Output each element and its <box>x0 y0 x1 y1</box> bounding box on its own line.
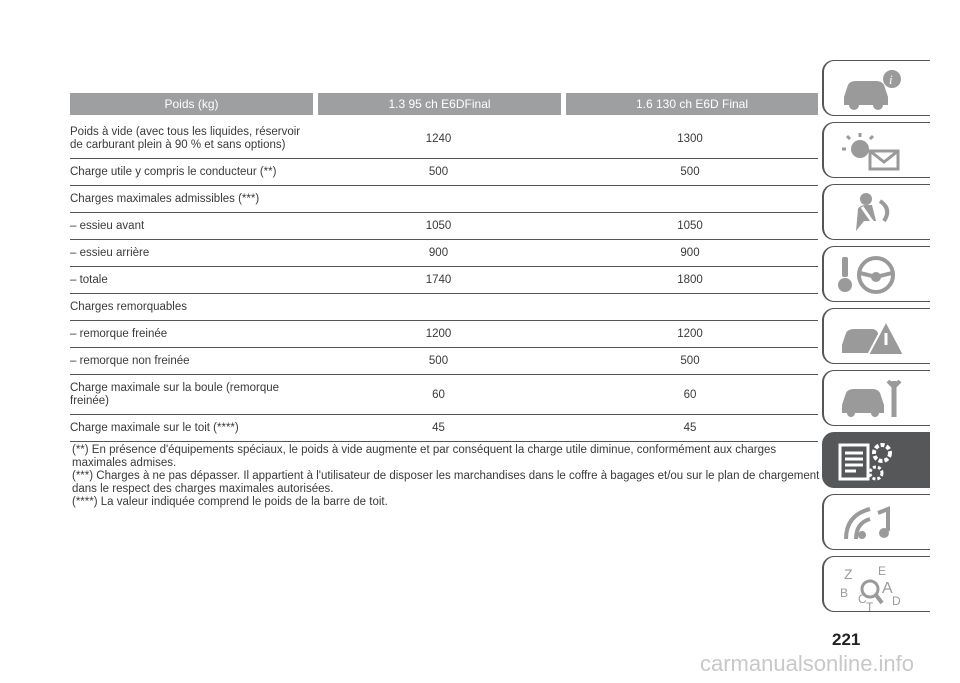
car-info-icon <box>836 67 906 111</box>
media-music-icon <box>836 501 906 545</box>
warning-triangle-icon <box>836 315 906 359</box>
row-value-1: 1740 <box>425 274 452 286</box>
car-wrench-icon <box>836 377 906 421</box>
row-value-2: 1200 <box>677 328 703 340</box>
row-value-2: 1050 <box>677 220 703 232</box>
row-label: – essieu arrière <box>70 246 150 259</box>
row-value-1: 500 <box>428 166 449 178</box>
row-value-2: 45 <box>683 422 697 434</box>
row-value-1: 1050 <box>425 220 452 232</box>
row-value-1: 900 <box>428 247 449 259</box>
lights-message-icon <box>836 129 906 173</box>
row-value-2: 60 <box>683 388 697 401</box>
footnote: (**) En présence d'équipements spéciaux, le poids à vide augmente et par conséquent la charge utile diminue, conformément aux charges maximales admises. <box>72 444 777 469</box>
index-letter: E <box>878 564 887 578</box>
footnotes <box>72 444 822 509</box>
table-row <box>70 294 818 321</box>
index-letter: D <box>892 594 901 608</box>
row-label: – remorque freinée <box>70 327 168 340</box>
footnote: (****) La valeur indiquée comprend le poids de la barre de toit. <box>72 496 388 508</box>
sidebar-tab-lights-message[interactable] <box>822 122 930 178</box>
row-value-1: 45 <box>432 422 445 434</box>
sidebar-tab-key-steering[interactable] <box>822 246 930 302</box>
sidebar-tab-technical-data[interactable] <box>822 432 930 488</box>
index-az-icon <box>836 563 906 611</box>
svg-text:i: i <box>889 72 893 87</box>
sidebar-tab-index[interactable] <box>822 556 930 612</box>
row-value-2: 1300 <box>677 132 703 145</box>
index-letter: Z <box>844 566 853 582</box>
table-row <box>70 321 818 348</box>
table-header <box>70 93 818 115</box>
sidebar-tab-seatbelt-airbag[interactable] <box>822 184 930 240</box>
row-value-1: 60 <box>432 388 445 401</box>
index-letter: T <box>866 600 874 611</box>
sidebar-tab-maintenance[interactable] <box>822 370 930 426</box>
index-letter: B <box>840 586 849 600</box>
row-label: – remorque non freinée <box>70 354 190 367</box>
header-engine-2: 1.6 130 ch E6D Final <box>566 93 818 115</box>
sidebar-tab-warning[interactable] <box>822 308 930 364</box>
row-label: Charge utile y compris le conducteur (**) <box>70 165 277 178</box>
table-row <box>70 415 818 442</box>
table-row <box>70 119 818 159</box>
specs-gear-icon <box>836 439 906 483</box>
table-row <box>70 348 818 375</box>
row-label: – totale <box>70 273 108 286</box>
row-value-2: 900 <box>680 247 700 259</box>
footnote: (***) Charges à ne pas dépasser. Il appartient à l'utilisateur de disposer les marchandises dans le coffre à bagages et/ou sur le plan de chargement dans le respect des charges maximales autorisées. <box>72 470 820 495</box>
table-row <box>70 186 818 213</box>
row-value-1: 500 <box>428 355 449 367</box>
table-row <box>70 159 818 186</box>
weights-table <box>70 119 818 442</box>
table-row <box>70 375 818 415</box>
row-label: Charge maximale sur la boule (remorque freinée) <box>70 381 280 407</box>
sidebar-tab-car-info[interactable] <box>822 60 930 116</box>
table-row <box>70 267 818 294</box>
key-steering-icon <box>836 253 906 297</box>
table-row <box>70 240 818 267</box>
header-weight: Poids (kg) <box>70 93 313 115</box>
row-label: Charges maximales admissibles (***) <box>70 192 260 205</box>
header-engine-1: 1.3 95 ch E6DFinal <box>318 93 561 115</box>
index-letter: A <box>882 580 893 597</box>
index-letter: C <box>858 592 867 606</box>
row-label: Poids à vide (avec tous les liquides, réservoir de carburant plein à 90 % et sans options) <box>70 125 301 151</box>
sidebar-tab-multimedia[interactable] <box>822 494 930 550</box>
row-value-2: 500 <box>680 166 700 178</box>
row-value-2: 1800 <box>677 274 703 286</box>
row-label: – essieu avant <box>70 219 145 232</box>
row-value-1: 1200 <box>425 328 452 340</box>
row-value-1: 1240 <box>425 132 452 145</box>
table-row <box>70 213 818 240</box>
row-label: Charges remorquables <box>70 300 187 313</box>
seatbelt-airbag-icon <box>836 191 906 235</box>
row-label: Charge maximale sur le toit (****) <box>70 421 239 434</box>
page-number: 221 <box>832 630 861 649</box>
watermark: carmanualsonline.info <box>700 651 915 676</box>
row-value-2: 500 <box>680 355 700 367</box>
